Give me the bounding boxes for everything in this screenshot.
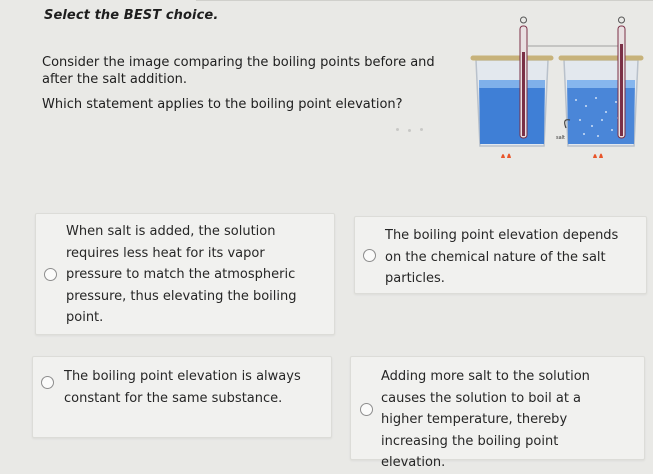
salt-label: salt bbox=[556, 135, 566, 141]
background-speck bbox=[408, 129, 411, 132]
choice-a-text: When salt is added, the solution requires less heat for its vapor pressure to match the atmospheric pressure, thus elevating the boiling point. bbox=[66, 224, 297, 325]
choice-d-text: Adding more salt to the solution causes the solution to boil at a higher temperature, thereby increasing the boiling point elevation. bbox=[381, 369, 590, 470]
choice-c-card[interactable] bbox=[32, 356, 332, 438]
top-divider bbox=[196, 0, 653, 1]
thermometer-right bbox=[618, 17, 625, 138]
choice-d-radio[interactable] bbox=[360, 403, 373, 416]
flame-right bbox=[593, 154, 603, 159]
choice-a-radio[interactable] bbox=[44, 268, 57, 281]
flame-left bbox=[501, 154, 511, 159]
beaker-pure-water bbox=[473, 58, 551, 146]
choice-d-card[interactable] bbox=[350, 356, 645, 470]
choice-c-radio[interactable] bbox=[41, 376, 54, 389]
choice-a-card[interactable] bbox=[35, 213, 335, 335]
choice-b-card[interactable] bbox=[354, 216, 647, 294]
question-prompt: Which statement applies to the boiling point elevation? bbox=[42, 97, 403, 112]
choice-c-text: The boiling point elevation is always constant for the same substance. bbox=[64, 369, 301, 406]
thermometer-left bbox=[520, 17, 527, 138]
question-context: Consider the image comparing the boiling points before and after the salt addition. bbox=[42, 55, 435, 87]
beaker-salt-solution bbox=[561, 58, 641, 146]
background-speck bbox=[420, 128, 423, 131]
background-speck bbox=[396, 128, 399, 131]
choice-b-text: The boiling point elevation depends on the chemical nature of the salt particles. bbox=[385, 228, 619, 286]
instruction-text: Select the BEST choice. bbox=[44, 8, 219, 23]
choice-b-radio[interactable] bbox=[363, 249, 376, 262]
boiling-point-figure bbox=[468, 8, 653, 168]
